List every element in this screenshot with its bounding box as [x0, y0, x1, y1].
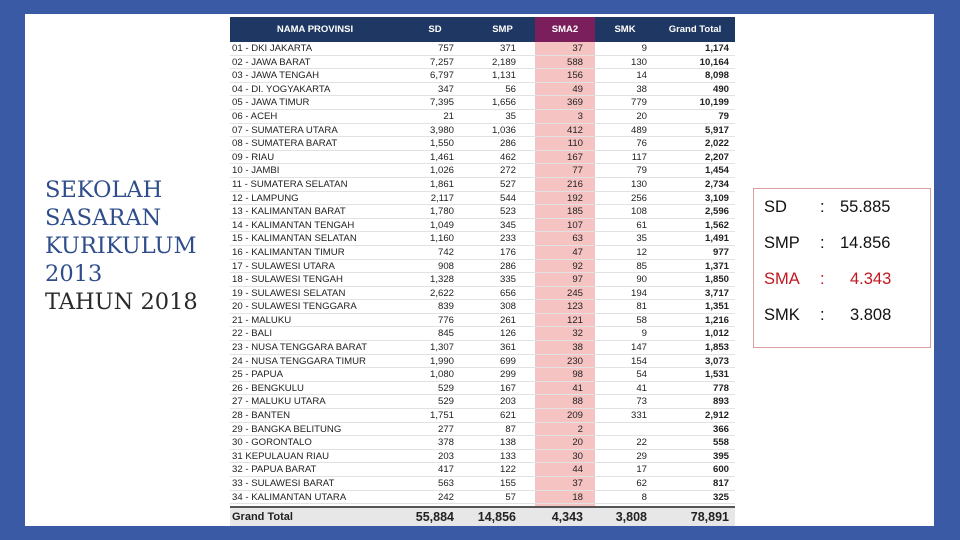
cell-grand-total: 817 [712, 478, 729, 489]
cell-province: 31 KEPULAUAN RIAU [232, 450, 330, 462]
cell-smk: 9 [641, 328, 647, 340]
cell-sma: 41 [572, 382, 583, 394]
cell-sd: 1,780 [429, 206, 454, 218]
cell-sd: 6,797 [429, 70, 454, 82]
title-line-2: SASARAN [45, 205, 162, 231]
cell-sma: 107 [566, 219, 583, 231]
cell-province: 34 - KALIMANTAN UTARA [232, 491, 347, 503]
cell-sma: 156 [566, 70, 583, 82]
grand-total-row [230, 506, 735, 526]
table-header [230, 17, 735, 42]
cell-sma: 30 [572, 450, 583, 462]
cell-sma: 49 [572, 83, 583, 95]
cell-grand-total: 3,073 [704, 355, 729, 367]
summary-smk-value: 3.808 [850, 306, 892, 324]
cell-sma: 3 [577, 110, 583, 122]
cell-smp: 138 [499, 437, 516, 449]
cell-grand-total: 2,022 [704, 138, 729, 150]
cell-sma: 32 [572, 328, 583, 340]
cell-smk: 154 [630, 355, 647, 367]
cell-sma: 63 [572, 233, 583, 245]
cell-smp: 126 [499, 328, 516, 340]
header-sd: SD [428, 24, 442, 35]
cell-grand-total: 1,850 [704, 274, 729, 286]
cell-grand-total: 1,454 [704, 165, 729, 177]
summary-sd-label: SD [764, 198, 787, 216]
summary-smk-sep: : [820, 306, 825, 324]
cell-smk: 489 [630, 124, 647, 136]
cell-sd: 776 [437, 314, 454, 326]
cell-sd: 529 [437, 382, 454, 394]
cell-smp: 272 [499, 165, 516, 177]
table-row [230, 409, 735, 423]
cell-sd: 7,257 [429, 56, 454, 68]
summary-smp-sep: : [820, 234, 825, 252]
cell-sd: 1,328 [429, 274, 454, 286]
cell-sd: 21 [443, 110, 454, 122]
cell-province: 29 - BANGKA BELITUNG [232, 423, 342, 435]
cell-province: 14 - KALIMANTAN TENGAH [232, 219, 355, 231]
cell-province: 06 - ACEH [232, 110, 278, 122]
cell-sma: 97 [572, 274, 583, 286]
cell-grand-total: 10,164 [699, 56, 729, 68]
cell-sd: 242 [437, 491, 454, 503]
summary-smk-label: SMK [764, 306, 800, 324]
title-line-3: KURIKULUM [45, 233, 197, 259]
cell-sma: 230 [566, 355, 583, 367]
table-row [230, 395, 735, 409]
table-row [230, 42, 735, 56]
total-smp: 14,856 [477, 510, 516, 524]
cell-grand-total: 2,596 [704, 206, 729, 218]
cell-smk: 256 [630, 192, 647, 204]
cell-sd: 563 [437, 478, 454, 489]
table-row [230, 205, 735, 219]
table-row [230, 56, 735, 70]
cell-smp: 122 [499, 464, 516, 476]
cell-sd: 3,980 [429, 124, 454, 136]
cell-sd: 378 [437, 437, 454, 449]
cell-smk: 35 [636, 233, 647, 245]
table-row [230, 151, 735, 165]
cell-province: 18 - SULAWESI TENGAH [232, 274, 343, 286]
summary-sd-sep: : [820, 198, 825, 216]
cell-grand-total: 2,734 [704, 178, 729, 190]
cell-sd: 757 [437, 43, 454, 54]
cell-grand-total: 1,351 [704, 301, 729, 313]
table-row [230, 327, 735, 341]
cell-province: 15 - KALIMANTAN SELATAN [232, 233, 357, 245]
cell-province: 08 - SUMATERA BARAT [232, 138, 338, 150]
cell-sd: 1,751 [429, 410, 454, 422]
cell-sma: 192 [566, 192, 583, 204]
cell-sd: 1,049 [429, 219, 454, 231]
cell-province: 04 - DI. YOGYAKARTA [232, 83, 331, 95]
table-row [230, 83, 735, 97]
cell-grand-total: 490 [712, 83, 729, 95]
cell-sma: 37 [572, 478, 583, 489]
header-sma2: SMA2 [535, 17, 595, 42]
cell-smk: 147 [630, 342, 647, 354]
cell-sd: 2,117 [430, 192, 454, 204]
cell-sd: 1,080 [429, 369, 454, 381]
cell-sd: 1,026 [429, 165, 454, 177]
title-line-1: SEKOLAH [45, 177, 163, 203]
cell-sd: 1,160 [429, 233, 454, 245]
summary-box [753, 188, 931, 348]
cell-smk: 20 [636, 110, 647, 122]
table-row [230, 110, 735, 124]
cell-smk: 29 [636, 450, 647, 462]
cell-province: 07 - SUMATERA UTARA [232, 124, 338, 136]
cell-smp: 621 [499, 410, 516, 422]
cell-smp: 155 [499, 478, 516, 489]
total-grand: 78,891 [690, 510, 729, 524]
cell-smp: 361 [499, 342, 516, 354]
cell-sma: 38 [572, 342, 583, 354]
cell-sma: 2 [577, 423, 583, 435]
cell-sma: 98 [572, 369, 583, 381]
cell-grand-total: 10,199 [699, 97, 729, 109]
slide-title [45, 176, 220, 316]
cell-sd: 7,395 [429, 97, 454, 109]
cell-smk: 331 [630, 410, 647, 422]
cell-smk: 61 [636, 219, 647, 231]
total-smk: 3,808 [615, 510, 647, 524]
table-body [230, 42, 735, 504]
cell-smk: 194 [630, 287, 647, 299]
table-row [230, 260, 735, 274]
cell-sd: 908 [437, 260, 454, 272]
cell-grand-total: 395 [712, 450, 729, 462]
cell-sd: 839 [437, 301, 454, 313]
cell-grand-total: 1,012 [704, 328, 729, 340]
cell-sma: 123 [566, 301, 583, 313]
cell-province: 25 - PAPUA [232, 369, 284, 381]
cell-grand-total: 1,562 [704, 219, 729, 231]
cell-smk: 85 [636, 260, 647, 272]
cell-sma: 369 [566, 97, 583, 109]
cell-sma: 44 [572, 464, 583, 476]
cell-grand-total: 8,098 [704, 70, 729, 82]
cell-grand-total: 3,109 [704, 192, 729, 204]
table-row [230, 355, 735, 369]
table-row [230, 382, 735, 396]
title-line-5: TAHUN 2018 [45, 289, 198, 315]
cell-sma: 216 [566, 178, 583, 190]
cell-grand-total: 1,216 [704, 314, 729, 326]
cell-smk: 130 [630, 178, 647, 190]
table-row [230, 69, 735, 83]
cell-smp: 167 [499, 382, 516, 394]
cell-sma: 37 [572, 43, 583, 54]
summary-smp-value: 14.856 [840, 234, 891, 252]
cell-province: 24 - NUSA TENGGARA TIMUR [232, 355, 366, 367]
table-row [230, 341, 735, 355]
cell-grand-total: 325 [712, 491, 729, 503]
cell-grand-total: 1,174 [704, 43, 729, 54]
cell-sma: 92 [572, 260, 583, 272]
cell-smk: 117 [631, 151, 647, 163]
table-row [230, 491, 735, 505]
cell-province: 28 - BANTEN [232, 410, 291, 422]
table-row [230, 219, 735, 233]
header-smp: SMP [492, 24, 513, 35]
cell-sma: 88 [572, 396, 583, 408]
cell-smp: 176 [499, 246, 516, 258]
cell-province: 23 - NUSA TENGGARA BARAT [232, 342, 368, 354]
cell-sma: 47 [572, 246, 583, 258]
cell-province: 12 - LAMPUNG [232, 192, 299, 204]
cell-sma: 209 [566, 410, 583, 422]
cell-smp: 462 [499, 151, 516, 163]
cell-province: 11 - SUMATERA SELATAN [232, 178, 348, 190]
cell-sd: 1,461 [429, 151, 454, 163]
table-row [230, 314, 735, 328]
cell-sma: 185 [566, 206, 583, 218]
cell-sma: 121 [566, 314, 583, 326]
cell-smp: 286 [499, 138, 516, 150]
cell-province: 26 - BENGKULU [232, 382, 304, 394]
cell-sd: 845 [437, 328, 454, 340]
cell-smp: 261 [499, 314, 516, 326]
table-row [230, 300, 735, 314]
cell-smk: 22 [636, 437, 647, 449]
cell-grand-total: 1,371 [704, 260, 729, 272]
cell-sma: 245 [566, 287, 583, 299]
cell-smp: 35 [505, 110, 516, 122]
cell-grand-total: 366 [712, 423, 729, 435]
cell-grand-total: 600 [712, 464, 729, 476]
cell-province: 13 - KALIMANTAN BARAT [232, 206, 346, 218]
cell-smp: 335 [499, 274, 516, 286]
cell-smk: 62 [636, 478, 647, 489]
summary-sma-label: SMA [764, 270, 800, 288]
cell-grand-total: 5,917 [704, 124, 729, 136]
cell-grand-total: 3,717 [704, 287, 729, 299]
cell-province: 09 - RIAU [232, 151, 275, 163]
cell-sma: 20 [572, 437, 583, 449]
cell-smp: 56 [505, 83, 516, 95]
cell-province: 01 - DKI JAKARTA [232, 43, 313, 54]
title-line-4: 2013 [45, 261, 103, 287]
cell-smk: 81 [636, 301, 647, 313]
cell-sma: 110 [567, 138, 583, 150]
summary-sma-value: 4.343 [850, 270, 892, 288]
cell-smk: 17 [636, 464, 647, 476]
cell-province: 30 - GORONTALO [232, 437, 312, 449]
cell-sd: 347 [437, 83, 454, 95]
table-row [230, 436, 735, 450]
cell-smp: 87 [505, 423, 516, 435]
summary-smp-label: SMP [764, 234, 800, 252]
cell-smk: 79 [636, 165, 647, 177]
cell-smp: 523 [499, 206, 516, 218]
table-row [230, 178, 735, 192]
cell-smp: 656 [499, 287, 516, 299]
cell-smk: 73 [636, 396, 647, 408]
cell-smk: 54 [636, 369, 647, 381]
cell-smk: 9 [641, 43, 647, 54]
cell-smp: 57 [505, 491, 516, 503]
cell-grand-total: 2,207 [704, 151, 729, 163]
cell-smp: 371 [499, 43, 516, 54]
cell-sma: 77 [572, 165, 583, 177]
cell-smp: 699 [499, 355, 516, 367]
cell-smp: 2,189 [491, 56, 516, 68]
table-row [230, 450, 735, 464]
cell-province: 33 - SULAWESI BARAT [232, 478, 335, 489]
cell-grand-total: 977 [712, 246, 729, 258]
table-row [230, 463, 735, 477]
cell-sd: 2,622 [429, 287, 454, 299]
table-row [230, 273, 735, 287]
cell-smp: 544 [499, 192, 516, 204]
cell-smp: 133 [499, 450, 516, 462]
cell-grand-total: 1,853 [704, 342, 729, 354]
total-label: Grand Total [232, 511, 293, 523]
cell-smp: 308 [499, 301, 516, 313]
cell-smk: 130 [630, 56, 647, 68]
cell-smp: 203 [499, 396, 516, 408]
cell-sma: 588 [566, 56, 583, 68]
summary-sma-sep: : [820, 270, 825, 288]
header-province: NAMA PROVINSI [276, 24, 354, 35]
cell-sd: 1,861 [429, 178, 454, 190]
cell-smk: 12 [636, 246, 647, 258]
slide [25, 14, 934, 526]
cell-grand-total: 2,912 [704, 410, 729, 422]
table-row [230, 164, 735, 178]
cell-smk: 76 [636, 138, 647, 150]
cell-province: 05 - JAWA TIMUR [232, 97, 310, 109]
cell-province: 17 - SULAWESI UTARA [232, 260, 335, 272]
summary-sd-value: 55.885 [840, 198, 891, 216]
cell-smk: 8 [641, 491, 647, 503]
cell-province: 02 - JAWA BARAT [232, 56, 311, 68]
cell-province: 20 - SULAWESI TENGGARA [232, 301, 357, 313]
table-row [230, 192, 735, 206]
cell-smk: 58 [636, 314, 647, 326]
cell-smp: 1,036 [491, 124, 516, 136]
cell-smp: 233 [499, 233, 516, 245]
cell-smk: 41 [636, 382, 647, 394]
cell-smp: 345 [499, 219, 516, 231]
table-row [230, 232, 735, 246]
cell-smk: 90 [636, 274, 647, 286]
cell-province: 22 - BALI [232, 328, 272, 340]
cell-province: 10 - JAMBI [232, 165, 280, 177]
cell-smp: 1,656 [491, 97, 516, 109]
cell-smk: 108 [630, 206, 647, 218]
province-table [230, 17, 735, 523]
cell-smp: 299 [499, 369, 516, 381]
cell-smp: 527 [499, 178, 516, 190]
cell-province: 32 - PAPUA BARAT [232, 464, 317, 476]
cell-smp: 1,131 [491, 70, 516, 82]
total-sma: 4,343 [551, 510, 583, 524]
cell-grand-total: 893 [712, 396, 729, 408]
total-sd: 55,884 [415, 510, 454, 524]
cell-sd: 203 [437, 450, 454, 462]
cell-province: 27 - MALUKU UTARA [232, 396, 326, 408]
header-grand-total: Grand Total [668, 24, 722, 35]
cell-sd: 417 [437, 464, 454, 476]
cell-province: 03 - JAWA TENGAH [232, 70, 320, 82]
cell-grand-total: 79 [718, 110, 729, 122]
cell-province: 21 - MALUKU [232, 314, 292, 326]
table-row [230, 124, 735, 138]
cell-sma: 412 [566, 124, 583, 136]
table-row [230, 423, 735, 437]
cell-smp: 286 [499, 260, 516, 272]
cell-smk: 38 [636, 83, 647, 95]
cell-grand-total: 1,531 [704, 369, 729, 381]
cell-sd: 1,990 [429, 355, 454, 367]
cell-sd: 277 [437, 423, 454, 435]
table-row [230, 287, 735, 301]
cell-grand-total: 778 [712, 382, 729, 394]
table-row [230, 96, 735, 110]
table-row [230, 246, 735, 260]
cell-province: 16 - KALIMANTAN TIMUR [232, 246, 345, 258]
cell-sd: 742 [437, 246, 454, 258]
cell-sd: 1,550 [429, 138, 454, 150]
cell-grand-total: 558 [712, 437, 729, 449]
table-row [230, 477, 735, 491]
cell-sma: 18 [572, 491, 583, 503]
cell-smk: 14 [636, 70, 647, 82]
cell-smk: 779 [630, 97, 647, 109]
cell-sd: 529 [437, 396, 454, 408]
cell-grand-total: 1,491 [704, 233, 729, 245]
cell-sd: 1,307 [429, 342, 454, 354]
cell-sma: 167 [566, 151, 583, 163]
table-row [230, 137, 735, 151]
header-smk: SMK [614, 24, 636, 35]
cell-province: 19 - SULAWESI SELATAN [232, 287, 346, 299]
table-row [230, 368, 735, 382]
